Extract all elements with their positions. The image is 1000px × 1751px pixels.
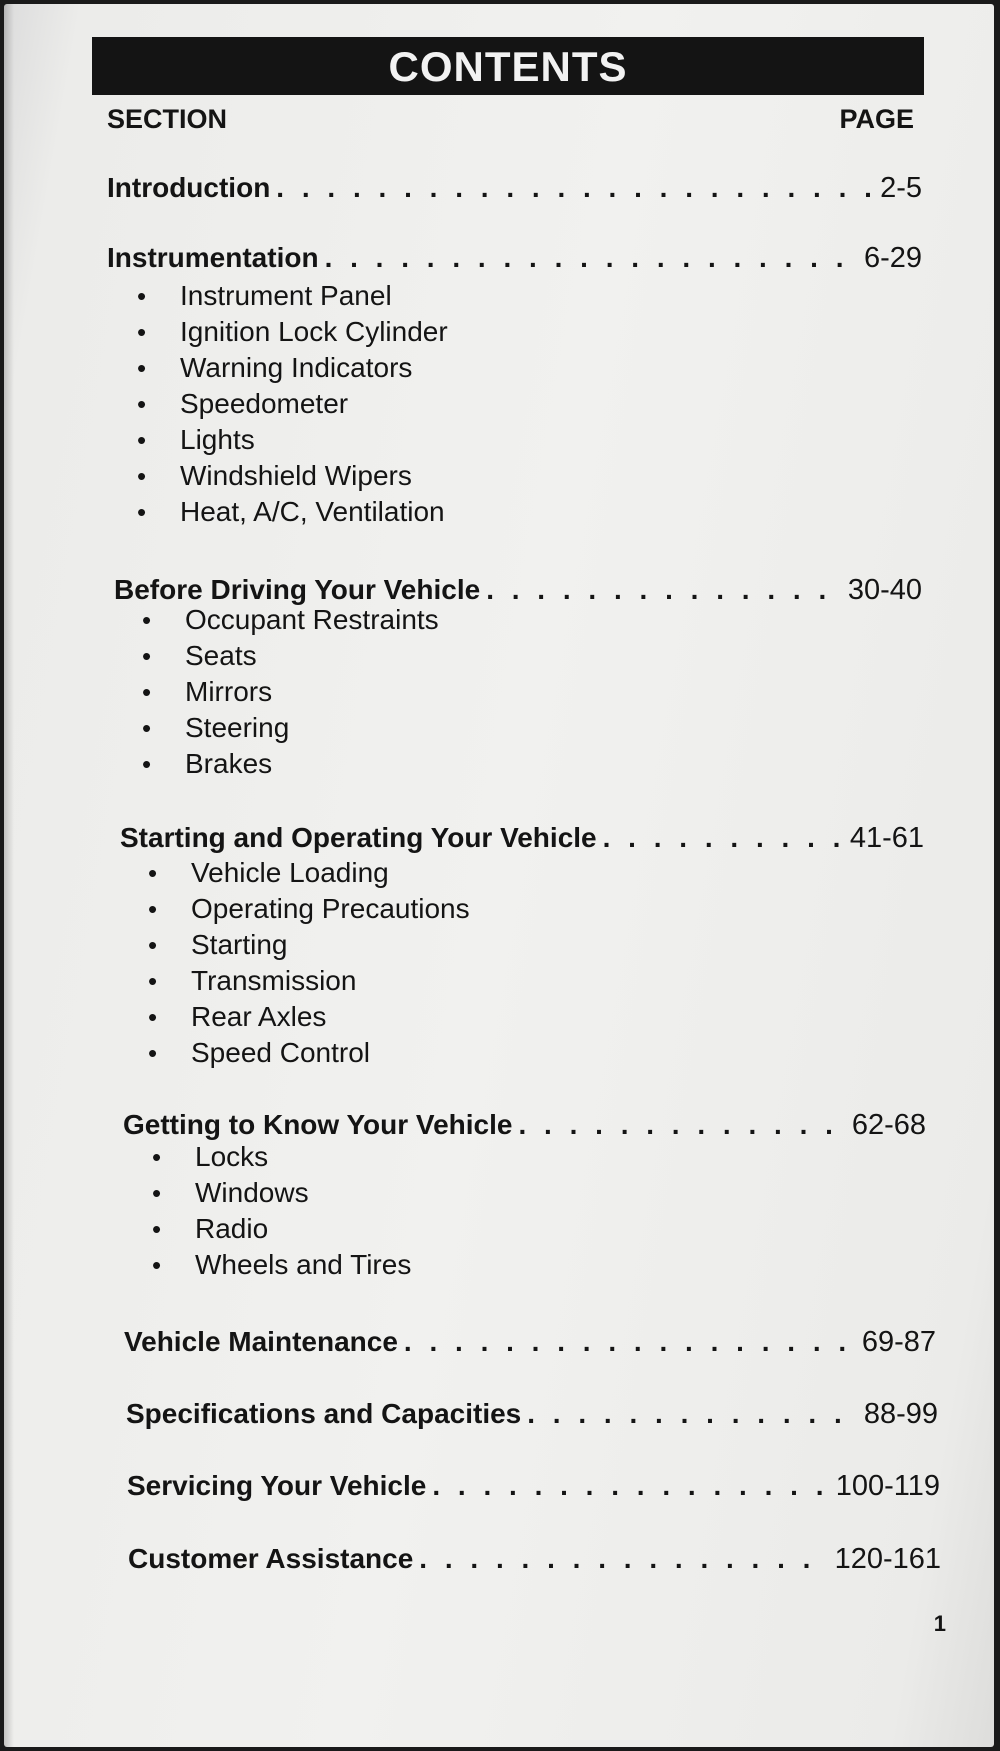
- list-item: • Mirrors: [142, 674, 439, 710]
- toc-entry-instrumentation[interactable]: [107, 242, 922, 275]
- toc-entry-pages: 120-161: [834, 1543, 941, 1575]
- toc-entry-specifications[interactable]: [126, 1398, 938, 1431]
- leader-dots: [527, 1398, 858, 1430]
- toc-entry-customer-assistance[interactable]: [128, 1543, 941, 1576]
- list-item: • Starting: [148, 927, 470, 963]
- toc-entry-pages: 41-61: [849, 822, 924, 854]
- list-item: • Locks: [152, 1139, 411, 1175]
- toc-entry-getting-to-know[interactable]: [123, 1109, 926, 1142]
- list-item: • Radio: [152, 1211, 411, 1247]
- getting-to-know-subsection-list: [152, 1139, 411, 1283]
- toc-entry-servicing[interactable]: [127, 1470, 940, 1503]
- leader-dots: [276, 172, 874, 204]
- list-item: • Instrument Panel: [137, 278, 448, 314]
- manual-page: [4, 4, 994, 1747]
- contents-banner: [92, 37, 924, 95]
- toc-entry-title: Getting to Know Your Vehicle: [123, 1109, 513, 1140]
- toc-entry-pages: 2-5: [880, 172, 922, 204]
- toc-entry-title: Vehicle Maintenance: [124, 1326, 398, 1357]
- toc-entry-starting-operating[interactable]: [120, 822, 924, 855]
- before-driving-subsection-list: [142, 602, 439, 782]
- list-item: • Transmission: [148, 963, 470, 999]
- list-item: • Lights: [137, 422, 448, 458]
- leader-dots: [404, 1326, 856, 1358]
- list-item: • Warning Indicators: [137, 350, 448, 386]
- toc-entry-pages: 30-40: [847, 574, 922, 606]
- toc-entry-pages: 6-29: [863, 242, 922, 274]
- page-number: 1: [933, 1611, 946, 1636]
- toc-entry-title: Instrumentation: [107, 242, 319, 273]
- toc-entry-introduction[interactable]: [107, 172, 922, 205]
- toc-entry-title: Before Driving Your Vehicle: [114, 574, 481, 605]
- list-item: • Operating Precautions: [148, 891, 470, 927]
- instrumentation-subsection-list: [137, 278, 448, 530]
- leader-dots: [325, 242, 858, 274]
- toc-entry-pages: 88-99: [863, 1398, 938, 1430]
- page-title: CONTENTS: [388, 43, 628, 90]
- list-item: • Windshield Wipers: [137, 458, 448, 494]
- toc-entry-title: Starting and Operating Your Vehicle: [120, 822, 597, 853]
- leader-dots: [432, 1470, 829, 1502]
- list-item: • Ignition Lock Cylinder: [137, 314, 448, 350]
- toc-entry-title: Specifications and Capacities: [126, 1398, 522, 1429]
- leader-dots: [419, 1543, 828, 1575]
- list-item: • Speedometer: [137, 386, 448, 422]
- leader-dots: [603, 822, 844, 854]
- section-column-label: SECTION: [107, 104, 228, 134]
- list-item: • Windows: [152, 1175, 411, 1211]
- list-item: • Brakes: [142, 746, 439, 782]
- toc-entry-title: Customer Assistance: [128, 1543, 414, 1574]
- list-item: • Speed Control: [148, 1035, 470, 1071]
- starting-operating-subsection-list: [148, 855, 470, 1071]
- leader-dots: [518, 1109, 845, 1141]
- binding-shadow: [4, 4, 14, 1747]
- toc-entry-pages: 100-119: [835, 1470, 940, 1502]
- list-item: • Seats: [142, 638, 439, 674]
- toc-entry-vehicle-maintenance[interactable]: [124, 1326, 936, 1359]
- list-item: • Occupant Restraints: [142, 602, 439, 638]
- toc-entry-title: Introduction: [107, 172, 271, 203]
- list-item: • Rear Axles: [148, 999, 470, 1035]
- leader-dots: [486, 574, 842, 606]
- toc-entry-pages: 69-87: [861, 1326, 936, 1358]
- list-item: • Wheels and Tires: [152, 1247, 411, 1283]
- page-column-label: PAGE: [839, 104, 914, 134]
- toc-entry-pages: 62-68: [851, 1109, 926, 1141]
- list-item: • Heat, A/C, Ventilation: [137, 494, 448, 530]
- list-item: • Vehicle Loading: [148, 855, 470, 891]
- toc-entry-title: Servicing Your Vehicle: [127, 1470, 427, 1501]
- list-item: • Steering: [142, 710, 439, 746]
